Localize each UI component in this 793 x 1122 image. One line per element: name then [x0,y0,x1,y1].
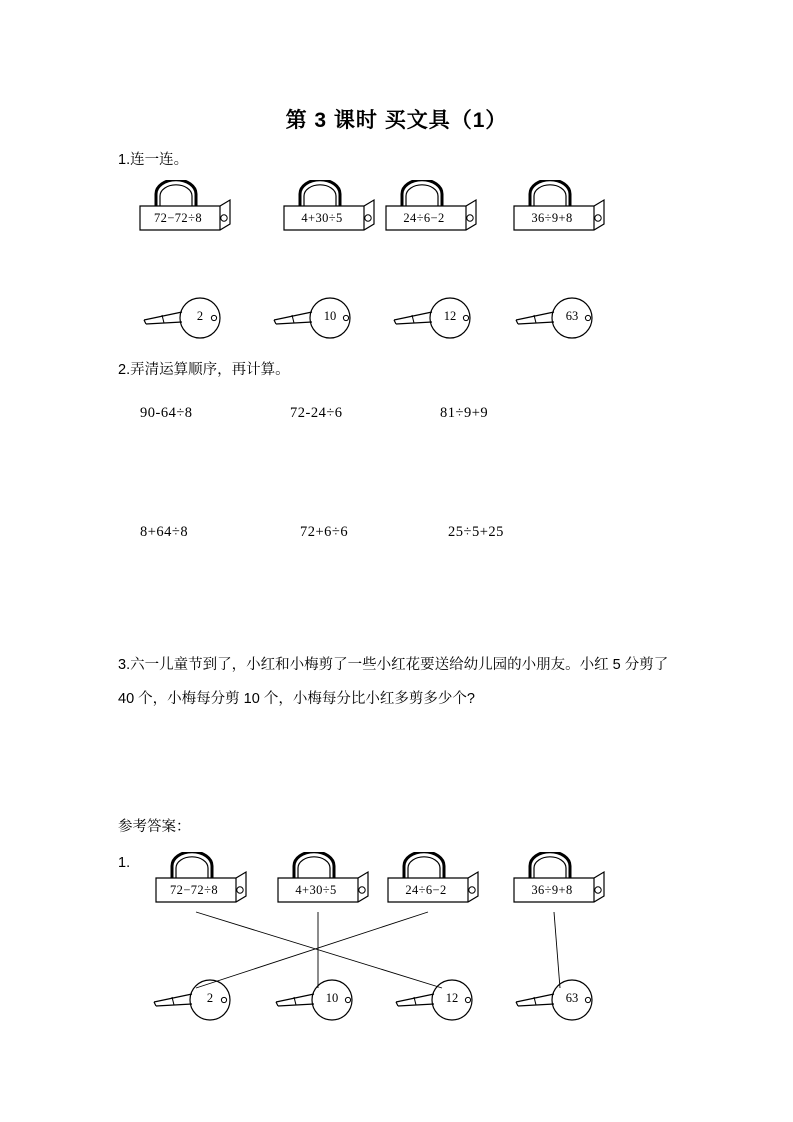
expression-6: 25÷5+25 [448,524,504,540]
answer-pencil-case-2 [272,852,372,914]
answer-pencil-case-3 [382,852,482,914]
expression-2: 72-24÷6 [290,405,343,421]
pen-1-label: 2 [196,309,204,323]
pencil-case-2 [278,180,378,242]
answer-pen-1 [150,978,246,1022]
pencil-case-1 [134,180,234,242]
pen-3-label: 12 [443,309,457,323]
question-1-text: 1.连一连。 [118,152,189,168]
pencil-case-1-label: 72−72÷8 [154,211,202,225]
answer-pencil-case-3-label: 24÷6−2 [405,883,447,897]
pencil-case-4-label: 36÷9+8 [531,211,573,225]
pencil-case-2-label: 4+30÷5 [301,211,343,225]
answer-pen-3-label: 12 [445,991,459,1005]
page-title: 第 3 课时 买文具（1） [285,109,508,132]
pen-1 [140,296,236,340]
pen-3 [390,296,486,340]
answer-pen-2-label: 10 [325,991,339,1005]
pen-4-label: 63 [565,309,579,323]
pen-2-label: 10 [323,309,337,323]
answer-pencil-case-4 [508,852,608,914]
expression-5: 72+6÷6 [300,524,349,540]
pencil-case-3-label: 24÷6−2 [403,211,445,225]
expression-4: 8+64÷8 [140,524,189,540]
pencil-case-4 [508,180,608,242]
pencil-case-3 [380,180,480,242]
answer-pencil-case-1 [150,852,250,914]
answer-pencil-case-4-label: 36÷9+8 [531,883,573,897]
answer-pen-3 [392,978,488,1022]
answer-pencil-case-2-label: 4+30÷5 [295,883,337,897]
answer-pen-2 [272,978,368,1022]
question-2-text: 2.弄清运算顺序，再计算。 [118,362,290,378]
pen-2 [270,296,366,340]
answer-pen-4 [512,978,608,1022]
answer-pencil-case-1-label: 72−72÷8 [170,883,218,897]
answer-section-title: 参考答案： [118,819,191,835]
question-3-text: 3.六一儿童节到了，小红和小梅剪了一些小红花要送给幼儿园的小朋友。小红 5 分剪了 40 个，小梅每分剪 10 个，小梅每分比小红多剪多少个? [118,657,669,707]
answer-pen-1-label: 2 [206,991,214,1005]
expression-1: 90-64÷8 [140,405,193,421]
answer-pen-4-label: 63 [565,991,579,1005]
expression-3: 81÷9+9 [440,405,489,421]
pen-4 [512,296,608,340]
answer-1-label: 1. [118,855,131,871]
